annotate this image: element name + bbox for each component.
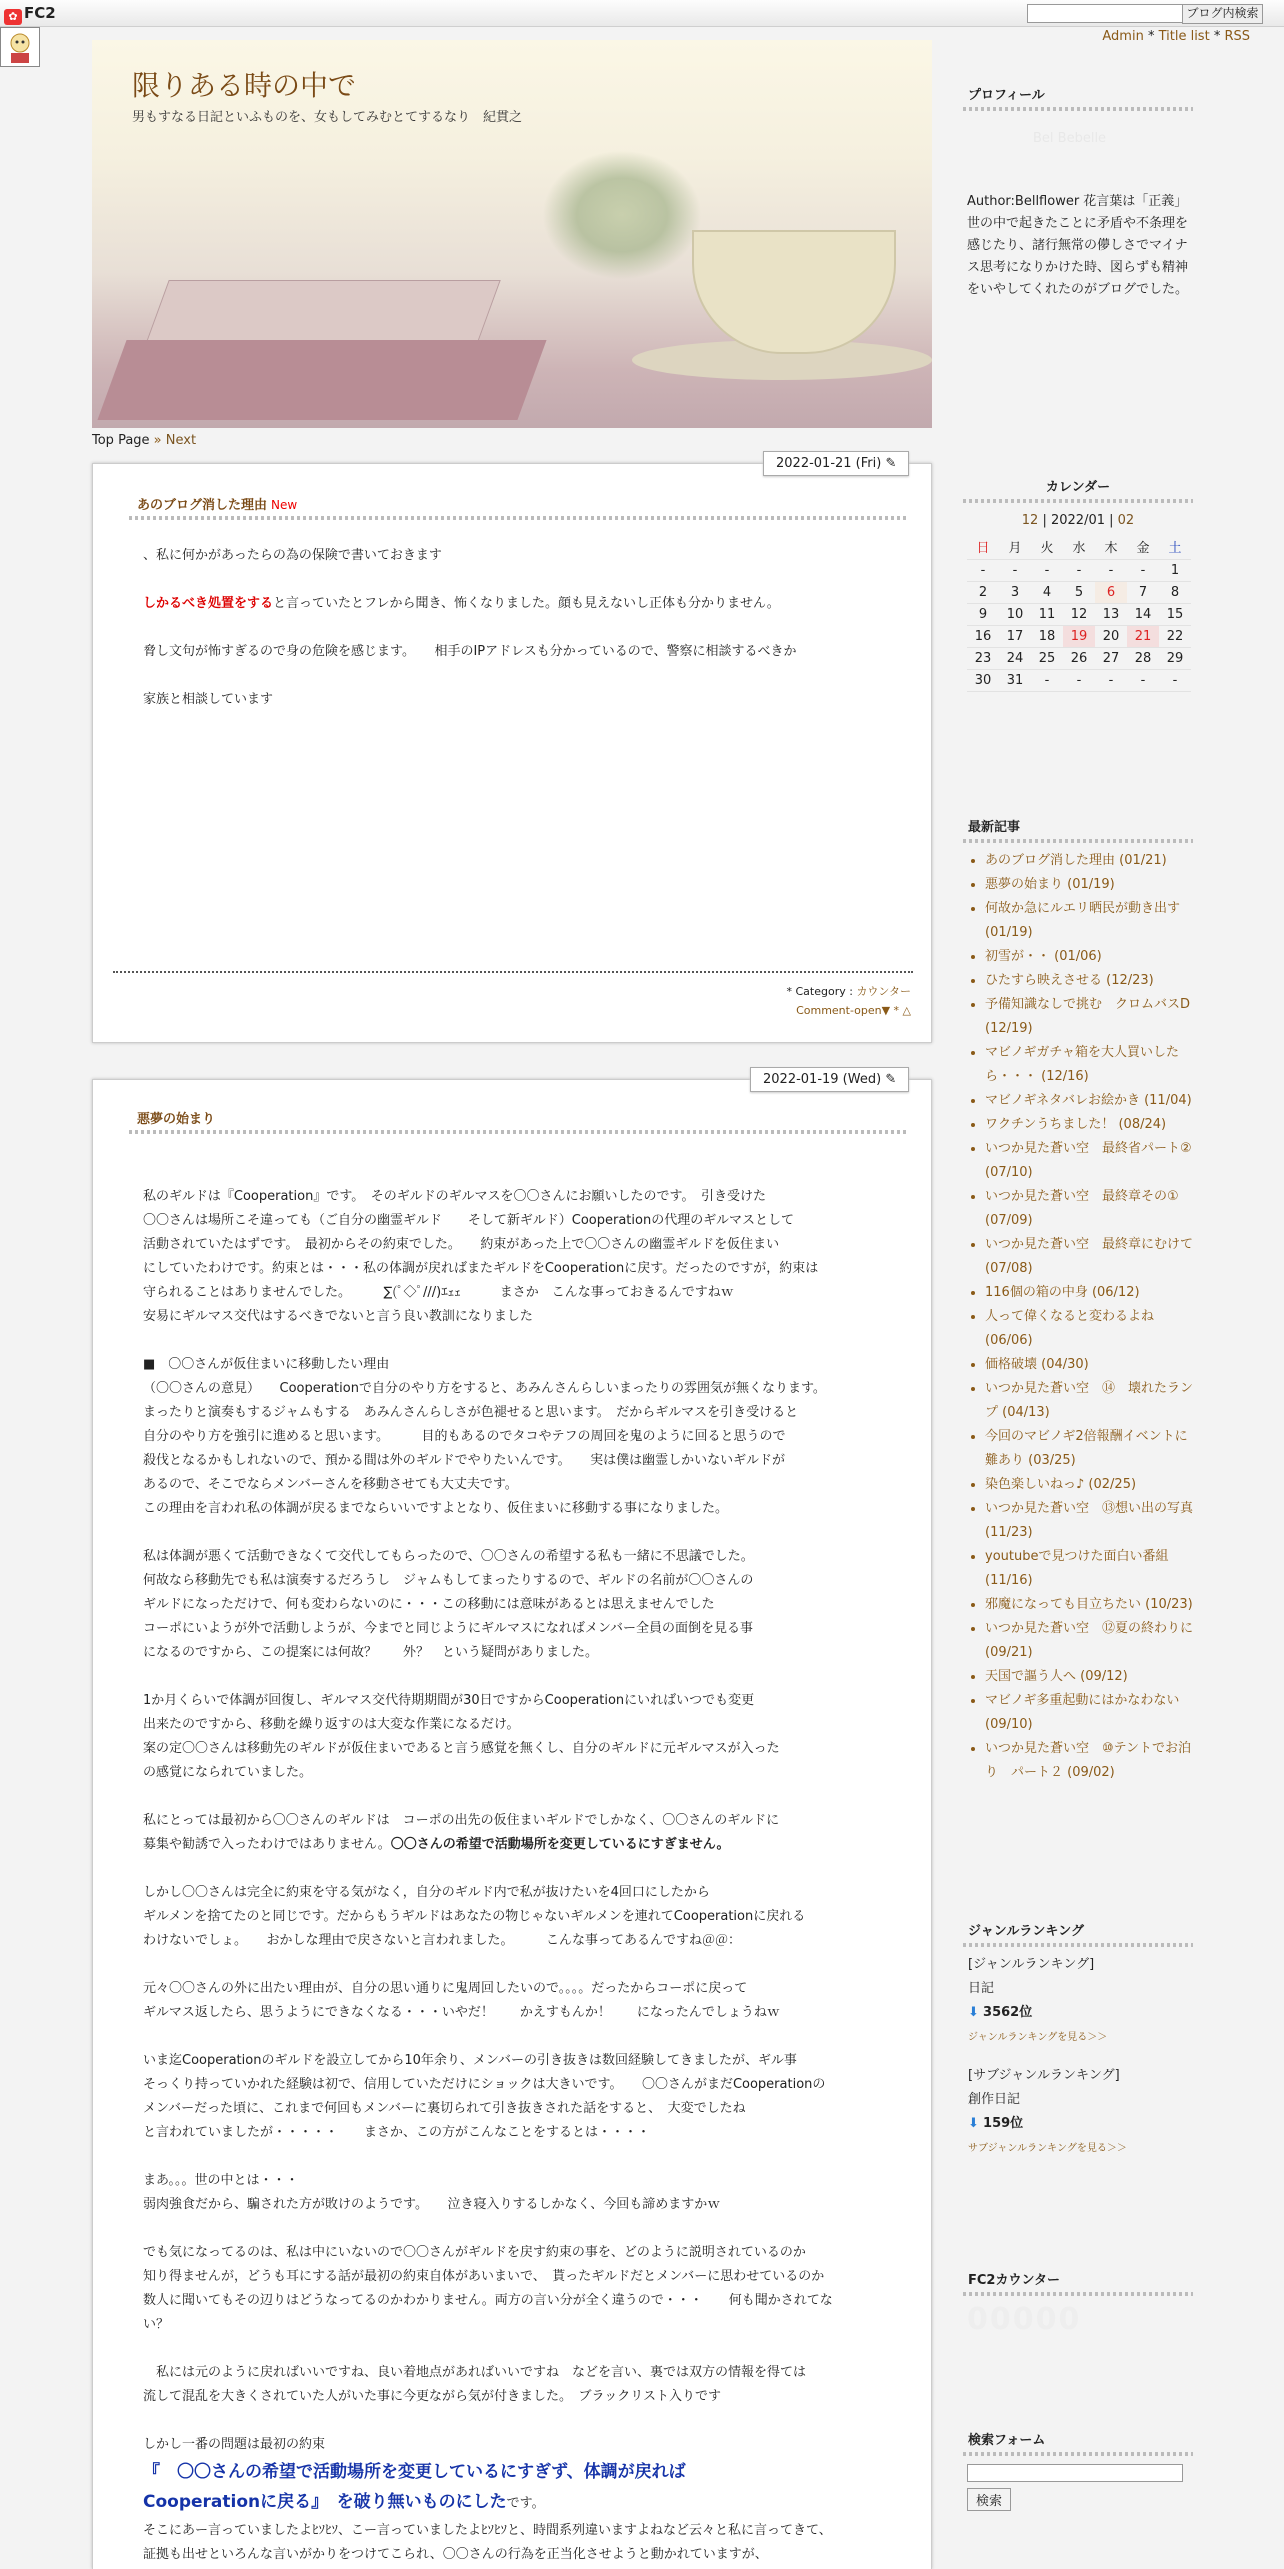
- calendar-day: -: [967, 560, 999, 582]
- entry-line: 安易にギルマス交代はするべきでないと言う良い教訓になりました: [143, 1309, 533, 1324]
- recent-item-link[interactable]: 邪魔になっても目立ちたい (10/23): [985, 1597, 1193, 1612]
- entry-line: ギルマス返したら、思うようにできなくなる・・・いやだ！ かえすもんか！ になったんでしょうねｗ: [143, 2005, 780, 2020]
- calendar-day: 25: [1031, 648, 1063, 670]
- calendar-day: -: [1063, 560, 1095, 582]
- calendar-day[interactable]: 21: [1127, 626, 1159, 648]
- calendar-day: -: [1095, 670, 1127, 692]
- recent-item-link[interactable]: いつか見た蒼い空 ⑩テントでお泊り パート２ (09/02): [985, 1741, 1192, 1780]
- header-image-plant: [542, 150, 702, 280]
- profile-heading: プロフィール: [963, 78, 1193, 111]
- entry-meta: [786, 982, 911, 1020]
- calendar-heading: カレンダー: [963, 470, 1193, 503]
- calendar-day: 15: [1159, 604, 1191, 626]
- admin-link[interactable]: Admin: [1102, 29, 1144, 44]
- entry-line: あるので、そこでならメンバーさんを移動させても大丈夫です。: [143, 1477, 518, 1492]
- recent-item: [985, 1281, 1193, 1305]
- recent-item-link[interactable]: 初雪が・・ (01/06): [985, 949, 1102, 964]
- calendar-day: 22: [1159, 626, 1191, 648]
- recent-item-link[interactable]: 予備知識なしで挑む クロムバスD (12/19): [985, 997, 1191, 1036]
- entry-line: そっくり持っていかれた経験は初で、信用していただけにショックは大きいです。 〇〇さんがまだCooperationの: [143, 2077, 826, 2092]
- calendar-day: 24: [999, 648, 1031, 670]
- entry-line: [143, 1833, 913, 1857]
- entry-body: [143, 1185, 913, 2567]
- paragraph: [143, 1185, 913, 1329]
- calendar-day: 5: [1063, 582, 1095, 604]
- calendar-day: 31: [999, 670, 1031, 692]
- blog-search-input[interactable]: [1027, 4, 1183, 23]
- recent-item-link[interactable]: 今回のマビノギ2倍報酬イベントに難あり (03/25): [985, 1429, 1188, 1468]
- recent-item-link[interactable]: いつか見た蒼い空 最終章にむけて (07/08): [985, 1237, 1194, 1276]
- site-header: [92, 40, 932, 428]
- entry-date: [763, 451, 909, 476]
- top-links-sep: *: [1209, 29, 1225, 44]
- entry-line: 流して混乱を大きくされていた人がいた事に今更ながら気が付きました。 ブラックリスト入りです: [143, 2389, 721, 2404]
- calendar-day: 1: [1159, 560, 1191, 582]
- entry-title-text: あのブログ消した理由: [137, 498, 268, 513]
- calendar-day: 3: [999, 582, 1031, 604]
- calendar-prev-link[interactable]: 12: [1021, 513, 1039, 528]
- recent-item: [985, 945, 1193, 969]
- entry-line: この理由を言われ私の体調が戻るまでならいいですよとなり、仮住まいに移動する事になりました。: [143, 1501, 729, 1516]
- profile-text: Author:Bellflower 花言葉は「正義」 世の中で起きたことに矛盾や不条理を感じたり、諸行無常の儚しさでマイナス思考になりかけた時、図らずも精神をいやしてくれたのがブログでした。: [967, 194, 1189, 297]
- recent-item: [985, 1425, 1193, 1473]
- entry-line: でも気になってるのは、私は中にいないので〇〇さんがギルドを戻す約束の事を、どのように説明されているのか: [143, 2245, 806, 2260]
- calendar-weekday: 月: [999, 534, 1031, 560]
- subgenre-ranking-link[interactable]: サブジャンルランキングを見る＞＞: [968, 2143, 1127, 2154]
- entry-line: 家族と相談しています: [143, 692, 274, 707]
- sidebar-search-button[interactable]: 検索: [967, 2488, 1011, 2511]
- entry-line: 1か月くらいで体調が回復し、ギルマス交代待期期間が30日ですからCooperationにいればいつでも変更: [143, 1693, 755, 1708]
- calendar-weekday: 金: [1127, 534, 1159, 560]
- entry-body: [143, 544, 913, 712]
- genre-ranking-link[interactable]: ジャンルランキングを見る＞＞: [968, 2032, 1108, 2043]
- calendar-day: 17: [999, 626, 1031, 648]
- counter-heading: FC2カウンター: [963, 2263, 1193, 2296]
- calendar-day: 11: [1031, 604, 1063, 626]
- calendar-day: 8: [1159, 582, 1191, 604]
- calendar-weekday: 木: [1095, 534, 1127, 560]
- calendar-day[interactable]: 19: [1063, 626, 1095, 648]
- breadcrumb-sep: »: [149, 433, 166, 448]
- recent-item-link[interactable]: ひたすら映えさせる (12/23): [985, 973, 1154, 988]
- calendar-day: 28: [1127, 648, 1159, 670]
- recent-item-link[interactable]: 116個の箱の中身 (06/12): [985, 1285, 1140, 1300]
- calendar-day: 23: [967, 648, 999, 670]
- recent-item: [985, 1185, 1193, 1233]
- recent-item-link[interactable]: 天国で謳う人へ (09/12): [985, 1669, 1128, 1684]
- entry-line: ギルドになっただけで、何も変わらないのに・・・この移動には意味があるとは思えませんでした: [143, 1597, 715, 1612]
- entry-line: ギルメンを捨てたのと同じです。だからもうギルドはあなたの物じゃないギルメンを連れてCooperationに戻れる: [143, 1909, 806, 1924]
- calendar-day: 7: [1127, 582, 1159, 604]
- paragraph: [143, 1545, 913, 1665]
- recent-item: [985, 1137, 1193, 1185]
- entry-text: です。: [506, 2496, 545, 2511]
- recent-item: [985, 1617, 1193, 1665]
- recent-item: [985, 849, 1193, 873]
- calendar-day: 30: [967, 670, 999, 692]
- title-list-link[interactable]: Title list: [1158, 29, 1210, 44]
- entry-2: [92, 1072, 932, 2569]
- calendar-day: 27: [1095, 648, 1127, 670]
- calendar-day: 13: [1095, 604, 1127, 626]
- calendar-day: -: [1031, 560, 1063, 582]
- paragraph: [143, 1881, 913, 1953]
- entry-line: 私のギルドは『Cooperation』です。 そのギルドのギルマスを〇〇さんにお願いしたのです。 引き受けた: [143, 1189, 766, 1204]
- recent-item-link[interactable]: あのブログ消した理由 (01/21): [985, 853, 1167, 868]
- entry-line: まあ。。。世の中とは・・・: [143, 2173, 299, 2188]
- entry-line: 弱肉強食だから、騙された方が敗けのようです。 泣き寝入りするしかなく、今回も諦めますかｗ: [143, 2197, 721, 2212]
- entry-footer-divider: [113, 971, 913, 973]
- recent-item-link[interactable]: いつか見た蒼い空 最終省パート② (07/10): [985, 1141, 1192, 1180]
- calendar-sep: |: [1105, 513, 1118, 528]
- recent-item-link[interactable]: マビノギネタバレお絵かき (11/04): [985, 1093, 1192, 1108]
- title-divider: [129, 1130, 909, 1134]
- sidebar-search-input[interactable]: [967, 2464, 1183, 2482]
- calendar-day: -: [999, 560, 1031, 582]
- entry-date-text: 2022-01-19 (Wed): [763, 1072, 882, 1087]
- recent-item-link[interactable]: 何故か急にルエリ晒民が動き出す (01/19): [985, 901, 1181, 940]
- recent-heading: 最新記事: [963, 810, 1193, 843]
- entry-line: 自分のやり方を強引に進めると思います。 目的もあるのでタコやテフの周回を鬼のように回ると思うので: [143, 1429, 786, 1444]
- site-subtitle: 男もすなる日記といふものを、女もしてみむとてするなり 紀貫之: [132, 110, 523, 125]
- fc2-logo-text: FC2: [24, 4, 56, 22]
- recent-item: [985, 1305, 1193, 1353]
- entry-line: いま迄Cooperationのギルドを設立してから10年余り、メンバーの引き抜きは数回経験してきましたが、ギル事: [143, 2053, 797, 2068]
- title-divider: [129, 516, 909, 520]
- recent-item-link[interactable]: ワクチンうちました！ (08/24): [985, 1117, 1167, 1132]
- calendar-day[interactable]: 6: [1095, 582, 1127, 604]
- calendar-day: -: [1063, 670, 1095, 692]
- entry-line: 私は体調が悪くて活動できなくて交代してもらったので、〇〇さんの希望する私も一緒に不思議でした。: [143, 1549, 754, 1564]
- recent-item: [985, 1665, 1193, 1689]
- emphasis-blue: 『 〇〇さんの希望で活動場所を変更しているにすぎず、体調が戻れば: [143, 2462, 686, 2482]
- genre-label: [ジャンルランキング]: [968, 1957, 1095, 1972]
- calendar-day: 26: [1063, 648, 1095, 670]
- calendar-weekday: 日: [967, 534, 999, 560]
- calendar-day: 14: [1127, 604, 1159, 626]
- entry-line: と言われていましたが・・・・・ まさか、この方がこんなことをするとは・・・・: [143, 2125, 651, 2140]
- calendar-day: 12: [1063, 604, 1095, 626]
- recent-item: [985, 1089, 1193, 1113]
- comment-link[interactable]: Comment-open▼ * △: [796, 1004, 911, 1017]
- calendar-day: -: [1095, 560, 1127, 582]
- recent-item-link[interactable]: いつか見た蒼い空 ⑬想い出の写真 (11/23): [985, 1501, 1194, 1540]
- paragraph: [143, 1977, 913, 2025]
- calendar-day: 9: [967, 604, 999, 626]
- entry-line: コーポにいようが外で活動しようが、今までと同じようにギルマスになればメンバー全員の面倒を見る事: [143, 1621, 753, 1636]
- calendar-weekday: 火: [1031, 534, 1063, 560]
- rss-link[interactable]: RSS: [1224, 29, 1250, 44]
- recent-item: [985, 1737, 1193, 1785]
- header-image-book-stack: [97, 340, 546, 420]
- calendar-day: 10: [999, 604, 1031, 626]
- paragraph: [143, 1353, 913, 1521]
- recent-item-link[interactable]: いつか見た蒼い空 最終章その① (07/09): [985, 1189, 1179, 1228]
- top-links: [1050, 29, 1250, 44]
- recent-item: [985, 993, 1193, 1041]
- entry-line: 、私に何かがあったらの為の保険で書いておきます: [143, 548, 442, 563]
- pencil-icon[interactable]: ✎: [885, 1072, 897, 1087]
- entry-line: （〇〇さんの意見） Cooperationで自分のやり方をすると、あみんさんらしいまったりの雰囲気が無くなります。: [143, 1381, 826, 1396]
- entry-line: わけないでしょ。 おかしな理由で戻さないと言われました。 こんな事ってあるんですね＠＠：: [143, 1933, 742, 1948]
- recent-item: [985, 1545, 1193, 1593]
- calendar-day: -: [1031, 670, 1063, 692]
- new-badge: New: [271, 498, 298, 512]
- recent-item: [985, 1593, 1193, 1617]
- calendar-day: 16: [967, 626, 999, 648]
- sidebar-recent: [963, 810, 1193, 1785]
- entry-text: と言っていたとフレから聞き、怖くなりました。顔も見えないし正体も分かりません。: [273, 596, 780, 611]
- entry-line: い？: [143, 2317, 170, 2332]
- calendar-next-link[interactable]: 02: [1117, 513, 1135, 528]
- entry-line: しかし一番の問題は最初の約束: [143, 2437, 326, 2452]
- sidebar-genre-ranking: [963, 1914, 1193, 2167]
- entry-line: 殺伐となるかもしれないので、預かる間は外のギルドでやりたいんです。 実は僕は幽霊しかいないギルドが: [143, 1453, 785, 1468]
- calendar-current-month: 2022/01: [1050, 513, 1105, 528]
- calendar-day: 29: [1159, 648, 1191, 670]
- subgenre-rank: 159位: [983, 2116, 1024, 2131]
- paragraph: [143, 2519, 913, 2567]
- calendar-day: -: [1127, 560, 1159, 582]
- paragraph: [143, 2049, 913, 2145]
- subgenre-label: [サブジャンルランキング]: [968, 2068, 1120, 2083]
- paragraph: [143, 2241, 913, 2337]
- recent-list: [963, 849, 1193, 1785]
- site-title[interactable]: 限りある時の中で: [132, 69, 357, 102]
- fc2-topbar: [0, 0, 1284, 27]
- entry-line: メンバーだった頃に、これまで何回もメンバーに裏切られて引き抜きされた話をすると、 大変でしたね: [143, 2101, 746, 2116]
- calendar-day: -: [1159, 670, 1191, 692]
- entry-line: 活動されていたはずです。 最初からその約束でした。 約束があった上で〇〇さんの幽霊ギルドを仮住まい: [143, 1237, 780, 1252]
- calendar-nav: [963, 513, 1193, 528]
- paragraph: [143, 2169, 913, 2217]
- fc2-logo-icon: ✿: [4, 9, 22, 25]
- counter-digits: 00000: [967, 2302, 1082, 2337]
- recent-item: [985, 1377, 1193, 1425]
- category-label: * Category :: [786, 985, 857, 998]
- entry-line: 知り得ませんが，どうも耳にする話が最初の約束自体があいまいで、 貰ったギルドだとメンバーに思わせているのか: [143, 2269, 825, 2284]
- emphasis-bold: 〇〇さんの希望で活動場所を変更しているにすぎません。: [390, 1837, 730, 1852]
- recent-item: [985, 1041, 1193, 1089]
- entry-line: 数人に聞いてもその辺りはどうなってるのかわかりません。両方の言い分が全く違うので・・・ 何も聞かされてな: [143, 2293, 833, 2308]
- entry-line: 出来たのですから、移動を繰り返すのは大変な作業になるだけ。: [143, 1717, 520, 1732]
- genre-rank: 3562位: [983, 2005, 1033, 2020]
- calendar-day: 4: [1031, 582, 1063, 604]
- entry-line: 元々〇〇さんの外に出たい理由が、自分の思い通りに鬼周回したいので。。。。だったからコーポに戻って: [143, 1981, 748, 1996]
- next-link[interactable]: Next: [165, 433, 197, 448]
- calendar-table: [967, 534, 1191, 692]
- calendar-weekday: 水: [1063, 534, 1095, 560]
- recent-item-link[interactable]: 染色楽しいねっ♪ (02/25): [985, 1477, 1137, 1492]
- entry-title[interactable]: 悪夢の始まり: [137, 1112, 216, 1127]
- entry-line: 何故なら移動先でも私は演奏するだろうし ジャムもしてまったりするので、ギルドの名前が〇〇さんの: [143, 1573, 754, 1588]
- entry-line: [143, 2487, 913, 2519]
- search-heading: 検索フォーム: [963, 2423, 1193, 2456]
- entry-line: 私にとっては最初から〇〇さんのギルドは コーポの出先の仮住まいギルドでしかなく、〇〇さんのギルドに: [143, 1813, 780, 1828]
- recent-item-link[interactable]: youtubeで見つけた面白い番組 (11/16): [985, 1549, 1169, 1588]
- sidebar-counter: [963, 2263, 1193, 2343]
- recent-item-link[interactable]: いつか見た蒼い空 ⑫夏の終わりに (09/21): [985, 1621, 1194, 1660]
- entry-title[interactable]: [137, 494, 297, 513]
- profile-name: Bel Bebelle: [1033, 131, 1107, 146]
- category-link[interactable]: カウンター: [856, 985, 911, 998]
- recent-item-link[interactable]: いつか見た蒼い空 ⑭ 壊れたランプ (04/13): [985, 1381, 1194, 1420]
- entry-line: まったりと演奏もするジャムもする あみんさんらしさが色褪せると思います。 だからギルマスを引き受けると: [143, 1405, 799, 1420]
- fc2-logo[interactable]: [4, 4, 56, 25]
- entry-line: [143, 592, 913, 616]
- entry-line: 証拠も出せといろんな言いがかりをつけてこられ、〇〇さんの行為を正当化させようと動かれていますが、: [143, 2547, 768, 2562]
- entry-line: ■ 〇〇さんが仮住まいに移動したい理由: [143, 1357, 390, 1372]
- sidebar-search: [963, 2423, 1193, 2513]
- rank-down-arrow-icon: ⬇: [968, 2116, 979, 2131]
- calendar-weekday: 土: [1159, 534, 1191, 560]
- emphasis-red: しかるべき処置をする: [143, 596, 274, 611]
- entry-text: 募集や勧誘で入ったわけではありません。: [143, 1837, 391, 1852]
- recent-item: [985, 1689, 1193, 1737]
- entry-line: 案の定〇〇さんは移動先のギルドが仮住まいであると言う感覚を無くし、自分のギルドに元ギルマスが入った: [143, 1741, 780, 1756]
- recent-item: [985, 1233, 1193, 1281]
- sidebar-calendar: [963, 470, 1193, 698]
- recent-item: [985, 1353, 1193, 1377]
- sidebar-profile: [963, 78, 1193, 301]
- recent-item: [985, 873, 1193, 897]
- recent-item-link[interactable]: 人って偉くなると変わるよね (06/06): [985, 1309, 1155, 1348]
- entry-line: になるのですから、この提案には何故？ 外？ という疑問がありました。: [143, 1645, 599, 1660]
- recent-item: [985, 969, 1193, 993]
- calendar-day: 2: [967, 582, 999, 604]
- breadcrumb: [92, 433, 196, 448]
- calendar-day: 18: [1031, 626, 1063, 648]
- recent-item-link[interactable]: 価格破壊 (04/30): [985, 1357, 1089, 1372]
- entry-date-text: 2022-01-21 (Fri): [776, 456, 882, 471]
- calendar-day: -: [1127, 670, 1159, 692]
- recent-item-link[interactable]: 悪夢の始まり (01/19): [985, 877, 1115, 892]
- subgenre-name: 創作日記: [968, 2092, 1021, 2107]
- top-links-sep: *: [1143, 29, 1159, 44]
- entry-date: [750, 1067, 909, 1092]
- top-page-link[interactable]: Top Page: [92, 433, 150, 448]
- paragraph: [143, 1689, 913, 1785]
- recent-item: [985, 1113, 1193, 1137]
- recent-item-link[interactable]: マビノギガチャ箱を大人買いしたら・・・ (12/16): [985, 1045, 1179, 1084]
- emphasis-blue: Cooperationに戻る』 を破り無いものにした: [143, 2492, 507, 2512]
- entry-line: にしていたわけです。約束とは・・・私の体調が戻ればまたギルドをCooperationに戻す。だったのですが，約束は: [143, 1261, 819, 1276]
- avatar-icon: [1, 28, 39, 66]
- recent-item-link[interactable]: マビノギ多重起動にはかなわない (09/10): [985, 1693, 1180, 1732]
- pencil-icon[interactable]: ✎: [885, 456, 897, 471]
- paragraph: [143, 2361, 913, 2409]
- rank-down-arrow-icon: ⬇: [968, 2005, 979, 2020]
- avatar[interactable]: [0, 27, 40, 67]
- genre-name: 日記: [968, 1981, 995, 1996]
- entry-line: 〇〇さんは場所こそ違っても（ご自分の幽霊ギルド そして新ギルド）Cooperationの代理のギルマスとして: [143, 1213, 795, 1228]
- recent-item: [985, 1473, 1193, 1497]
- entry-line: 守られることはありませんでした。 ∑(ﾟ◇ﾟ///)ｴｪｪ まさか こんな事っておきるんですねｗ: [143, 1285, 734, 1300]
- entry-line: 私には元のように戻ればいいですね、良い着地点があればいいですね などを言い、裏では双方の情報を得ては: [143, 2365, 807, 2380]
- genre-body: [963, 1947, 1193, 2167]
- entry-line: 脅し文句が怖すぎるので身の危険を感じます。 相手のIPアドレスも分かっているので、警察に相談するべきか: [143, 644, 797, 659]
- recent-item: [985, 897, 1193, 945]
- entry-line: しかし〇〇さんは完全に約束を守る気がなく，自分のギルド内で私が抜けたいを4回口にしたから: [143, 1885, 710, 1900]
- entry-line: の感覚になられていました。: [143, 1765, 313, 1780]
- entry-line: そこにあー言っていましたよﾋｿﾋｿ、こー言っていましたよﾋｿﾋｿと、時間系列違いますよねなど云々と私に言ってきて、: [143, 2523, 832, 2538]
- blog-search-button[interactable]: ブログ内検索: [1182, 4, 1263, 24]
- recent-item: [985, 1497, 1193, 1545]
- entry-1: [92, 456, 932, 1043]
- calendar-day: 20: [1095, 626, 1127, 648]
- header-image-cup: [692, 230, 896, 354]
- profile-image: [963, 111, 1193, 191]
- calendar-sep: |: [1038, 513, 1051, 528]
- genre-heading: ジャンルランキング: [963, 1914, 1193, 1947]
